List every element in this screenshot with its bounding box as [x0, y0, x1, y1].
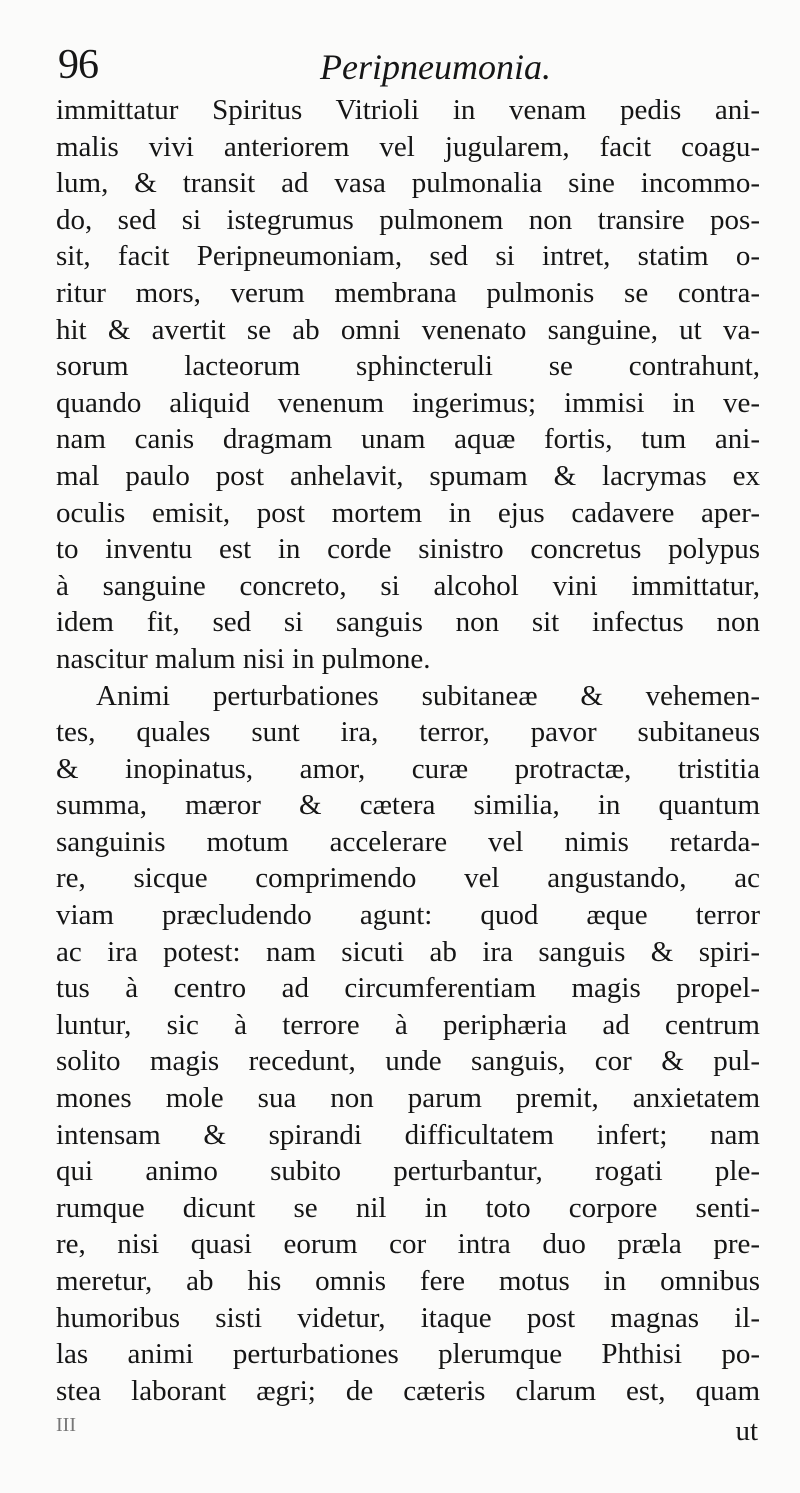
- text-line: immittatur Spiritus Vitrioli in venam pedis ani-: [56, 94, 760, 126]
- text-line: quando aliquid venenum ingerimus; immisi in ve-: [56, 386, 760, 419]
- text-line: solito magis recedunt, unde sanguis, cor & pul-: [56, 1045, 760, 1078]
- text-line: tus à centro ad circumferentiam magis propel-: [56, 972, 760, 1005]
- text-line: qui animo subito perturbantur, rogati ple-: [56, 1155, 760, 1188]
- text-line: summa, mæror & cætera similia, in quantum: [56, 789, 760, 822]
- text-line: hit & avertit se ab omni venenato sanguine, ut va-: [56, 313, 760, 346]
- page-number: 96: [58, 42, 98, 88]
- text-line: do, sed si istegrumus pulmonem non transire pos-: [56, 203, 760, 236]
- running-title: Peripneumonia.: [320, 47, 551, 87]
- text-line: humoribus sisti videtur, itaque post magnas il-: [56, 1301, 760, 1334]
- text-line: rumque dicunt se nil in toto corpore senti-: [56, 1191, 760, 1224]
- text-line: mones mole sua non parum premit, anxietatem: [56, 1082, 760, 1115]
- text-line: lum, & transit ad vasa pulmonalia sine incommo-: [56, 167, 760, 200]
- text-line: ritur mors, verum membrana pulmonis se contra-: [56, 276, 760, 309]
- catchword: ut: [735, 1415, 758, 1447]
- text-line: sit, facit Peripneumoniam, sed si intret, statim o-: [56, 240, 760, 273]
- text-line: à sanguine concreto, si alcohol vini immittatur,: [56, 569, 760, 602]
- text-line: intensam & spirandi difficultatem infert; nam: [56, 1118, 760, 1151]
- page-header: [50, 40, 750, 90]
- text-line: mal paulo post anhelavit, spumam & lacrymas ex: [56, 459, 760, 492]
- text-line: & inopinatus, amor, curæ protractæ, tristitia: [56, 752, 760, 785]
- signature-mark: III: [56, 1414, 76, 1436]
- text-line: nascitur malum nisi in pulmone.: [56, 642, 431, 675]
- text-line: sorum lacteorum sphincteruli se contrahunt,: [56, 350, 760, 383]
- text-line: re, nisi quasi eorum cor intra duo præla pre-: [56, 1228, 760, 1261]
- text-line: re, sicque comprimendo vel angustando, ac: [56, 862, 760, 895]
- text-line: ac ira potest: nam sicuti ab ira sanguis & spiri-: [56, 935, 760, 968]
- text-line: viam præcludendo agunt: quod æque terror: [56, 899, 760, 932]
- text-line: sanguinis motum accelerare vel nimis retarda-: [56, 825, 760, 858]
- text-line: malis vivi anteriorem vel jugularem, facit coagu-: [56, 130, 760, 163]
- text-line: tes, quales sunt ira, terror, pavor subitaneus: [56, 716, 760, 749]
- text-line: idem fit, sed si sanguis non sit infectus non: [56, 606, 760, 639]
- text-line: stea laborant ægri; de cæteris clarum est, quam: [56, 1374, 760, 1407]
- paragraph-1: [56, 92, 760, 678]
- text-line: luntur, sic à terrore à periphæria ad centrum: [56, 1008, 760, 1041]
- text-line: meretur, ab his omnis fere motus in omnibus: [56, 1265, 760, 1297]
- text-line: to inventu est in corde sinistro concretus polypus: [56, 533, 760, 566]
- text-line: Animi perturbationes subitaneæ & vehemen-: [96, 679, 760, 712]
- text-line: las animi perturbationes plerumque Phthisi po-: [56, 1338, 760, 1371]
- paragraph-2: [56, 678, 760, 1410]
- body-text: [56, 92, 760, 1409]
- text-line: oculis emisit, post mortem in ejus cadavere aper-: [56, 496, 760, 529]
- text-line: nam canis dragmam unam aquæ fortis, tum ani-: [56, 423, 760, 456]
